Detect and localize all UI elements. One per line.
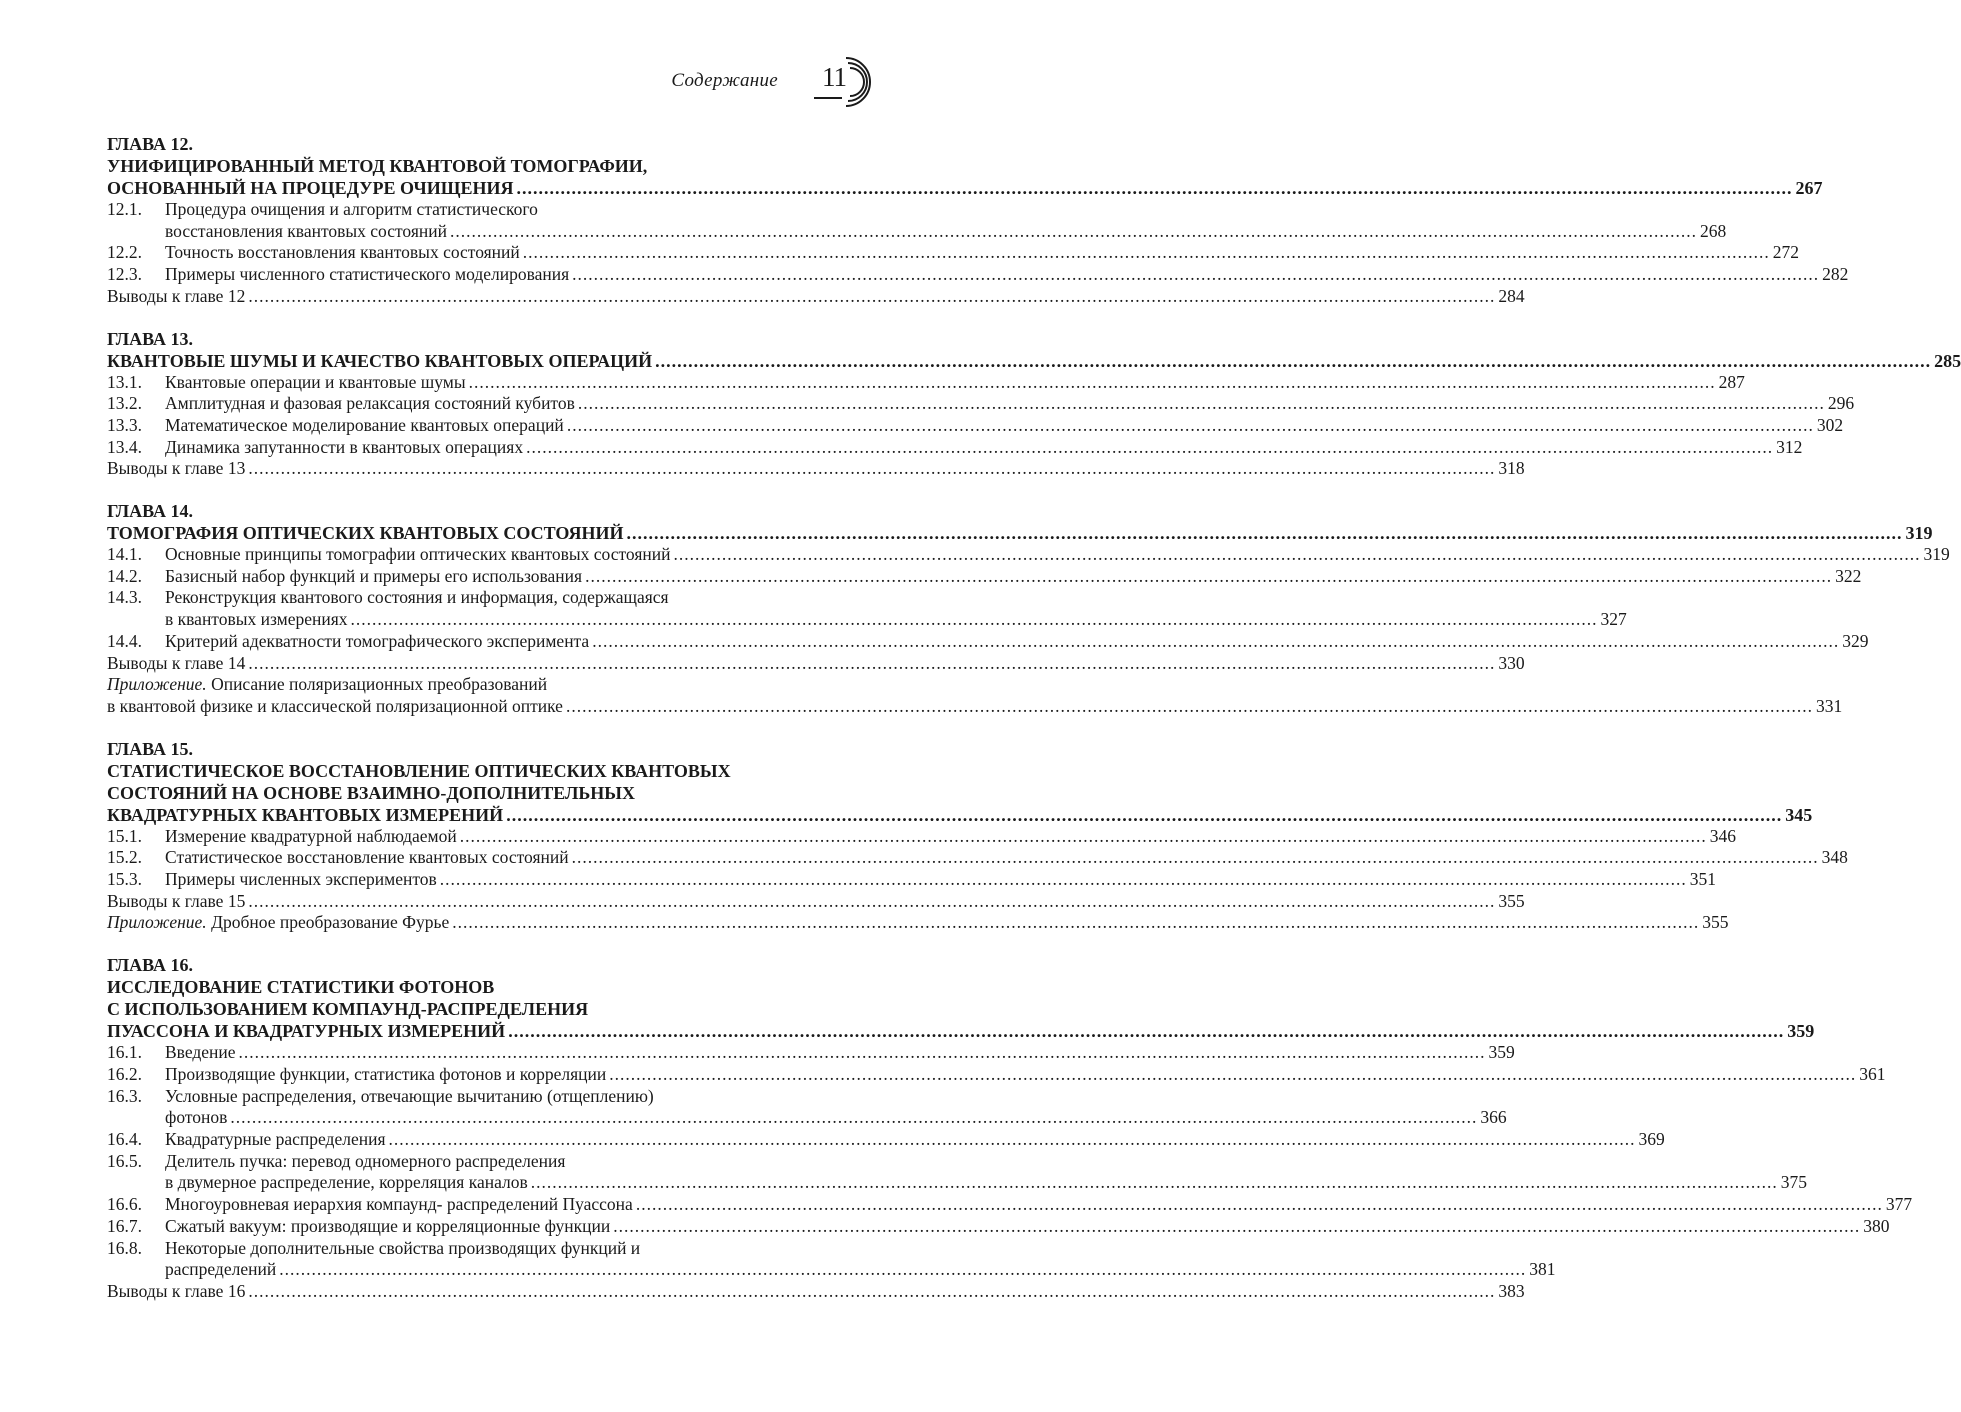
dot-leader xyxy=(626,522,1902,544)
summary-page: 330 xyxy=(1498,652,1525,673)
dot-leader xyxy=(592,631,1839,653)
chapter-title-last-line[interactable] xyxy=(107,177,1823,199)
toc-entry[interactable] xyxy=(107,587,1627,630)
section-title-line: Реконструкция квантового состояния и информация, содержащаяся xyxy=(165,587,669,608)
section-number: 16.4. xyxy=(107,1128,142,1149)
toc-entry[interactable] xyxy=(107,1128,1665,1151)
toc-entry[interactable] xyxy=(107,242,1800,264)
table-of-contents xyxy=(107,133,1961,1323)
toc-entry[interactable] xyxy=(107,565,1862,588)
chapter-title-line: СТАТИСТИЧЕСКОЕ ВОССТАНОВЛЕНИЕ ОПТИЧЕСКИХ КВАНТОВЫХ xyxy=(107,760,731,781)
chapter-page: 359 xyxy=(1787,1021,1815,1042)
section-title-line: Делитель пучка: перевод одномерного распределения xyxy=(165,1150,566,1171)
appendix-page: 331 xyxy=(1815,695,1843,716)
section-number: 14.2. xyxy=(107,565,142,586)
section-title: Сжатый вакуум: производящие и корреляционные функции xyxy=(165,1215,611,1236)
toc-entry[interactable] xyxy=(107,1085,1507,1129)
chapter-title-text: ПУАССОНА И КВАДРАТУРНЫХ ИЗМЕРЕНИЙ xyxy=(107,1021,506,1042)
summary-page: 355 xyxy=(1498,890,1525,911)
section-number: 15.2. xyxy=(107,847,142,868)
section-title: Квадратурные распределения xyxy=(165,1128,386,1149)
running-title: Содержание xyxy=(671,70,778,91)
section-page: 327 xyxy=(1600,609,1627,630)
appendix-page: 355 xyxy=(1702,912,1729,933)
chapter-page: 285 xyxy=(1934,350,1961,371)
toc-entry[interactable] xyxy=(107,1150,1807,1194)
section-page: 348 xyxy=(1821,847,1848,868)
section-number: 13.1. xyxy=(107,371,142,392)
section-number: 13.3. xyxy=(107,414,142,435)
toc-entry[interactable] xyxy=(107,825,1736,848)
dot-leader xyxy=(230,1107,1477,1129)
page-number: 11 xyxy=(822,62,846,92)
appendix-entry[interactable] xyxy=(107,674,1843,717)
dot-leader xyxy=(440,869,1687,891)
section-title-line: Некоторые дополнительные свойства производящих функций и xyxy=(165,1237,641,1258)
dot-leader xyxy=(526,437,1773,459)
dot-leader xyxy=(566,696,1813,718)
chapter-label: ГЛАВА 16. xyxy=(107,955,194,976)
toc-entry[interactable] xyxy=(107,1063,1886,1086)
chapter-label: ГЛАВА 12. xyxy=(107,134,194,154)
section-title: Введение xyxy=(165,1042,236,1063)
appendix-title-line: в квантовой физике и классической поляризационной оптике xyxy=(107,695,563,716)
dot-leader xyxy=(655,350,1931,372)
appendix-entry[interactable] xyxy=(107,912,1729,934)
section-number: 14.4. xyxy=(107,630,142,651)
dot-leader xyxy=(508,1020,1784,1042)
chapter-title-text: КВАНТОВЫЕ ШУМЫ И КАЧЕСТВО КВАНТОВЫХ ОПЕРАЦИЙ xyxy=(107,350,653,371)
section-page: 322 xyxy=(1835,565,1862,586)
section-title-line: в двумерное распределение, корреляция каналов xyxy=(165,1172,528,1193)
section-title-line: Условные распределения, отвечающие вычитанию (отщеплению) xyxy=(165,1085,654,1106)
chapter-summary-entry[interactable] xyxy=(107,285,1525,308)
toc-entry[interactable] xyxy=(107,199,1727,242)
appendix-prefix: Приложение. xyxy=(107,912,207,933)
section-page: 268 xyxy=(1699,220,1727,241)
dot-leader xyxy=(609,1064,1856,1086)
toc-entry[interactable] xyxy=(107,847,1848,869)
section-title: Квантовые операции и квантовые шумы xyxy=(165,371,466,392)
dot-leader xyxy=(585,566,1832,588)
chapter-title-text: ТОМОГРАФИЯ ОПТИЧЕСКИХ КВАНТОВЫХ СОСТОЯНИЙ xyxy=(107,523,624,544)
chapter-page: 345 xyxy=(1785,804,1813,825)
toc-entry[interactable] xyxy=(107,1237,1556,1281)
dot-leader xyxy=(248,891,1495,913)
section-page: 296 xyxy=(1827,393,1855,414)
chapter-15 xyxy=(107,738,1848,935)
chapter-summary-entry[interactable] xyxy=(107,1280,1525,1303)
dot-leader xyxy=(531,1172,1778,1194)
section-title: Базисный набор функций и примеры его использования xyxy=(165,565,583,586)
chapter-16 xyxy=(107,954,1913,1302)
toc-entry[interactable] xyxy=(107,1194,1913,1216)
section-number: 16.3. xyxy=(107,1085,142,1106)
dot-leader xyxy=(578,393,1825,415)
section-title: Основные принципы томографии оптических квантовых состояний xyxy=(165,544,671,565)
section-number: 14.3. xyxy=(107,587,142,608)
summary-page: 318 xyxy=(1498,458,1525,479)
section-page: 346 xyxy=(1709,825,1736,846)
appendix-text: Дробное преобразование Фурье xyxy=(206,912,450,933)
section-page: 366 xyxy=(1480,1107,1507,1128)
summary-title: Выводы к главе 12 xyxy=(107,285,246,306)
chapter-title-last-line[interactable] xyxy=(107,350,1961,372)
section-page: 312 xyxy=(1776,436,1803,457)
appendix-prefix: Приложение. xyxy=(107,674,207,695)
dot-leader xyxy=(523,242,1770,264)
chapter-title-text: ОСНОВАННЫЙ НА ПРОЦЕДУРЕ ОЧИЩЕНИЯ xyxy=(107,178,514,198)
section-title: Амплитудная и фазовая релаксация состояний кубитов xyxy=(165,393,575,414)
summary-title: Выводы к главе 13 xyxy=(107,458,246,479)
section-title: Математическое моделирование квантовых операций xyxy=(165,414,564,435)
section-number: 16.6. xyxy=(107,1194,142,1215)
chapter-title-line: УНИФИЦИРОВАННЫЙ МЕТОД КВАНТОВОЙ ТОМОГРАФИИ, xyxy=(107,156,648,176)
section-page: 319 xyxy=(1923,544,1950,565)
dot-leader xyxy=(469,372,1716,394)
chapter-label: ГЛАВА 13. xyxy=(107,328,194,349)
toc-entry[interactable] xyxy=(107,393,1855,415)
chapter-12 xyxy=(107,133,1849,308)
dot-leader xyxy=(674,544,1921,566)
summary-title: Выводы к главе 16 xyxy=(107,1280,246,1301)
summary-title: Выводы к главе 14 xyxy=(107,652,246,673)
section-title-line: фотонов xyxy=(165,1107,228,1128)
dot-leader xyxy=(567,415,1814,437)
section-number: 12.3. xyxy=(107,264,142,285)
toc-entry[interactable] xyxy=(107,630,1869,653)
dot-leader xyxy=(248,1281,1495,1303)
chapter-title-text: КВАДРАТУРНЫХ КВАНТОВЫХ ИЗМЕРЕНИЙ xyxy=(107,804,504,825)
section-number: 14.1. xyxy=(107,544,142,565)
section-number: 15.3. xyxy=(107,869,142,890)
toc-entry[interactable] xyxy=(107,544,1950,566)
chapter-title-line: СОСТОЯНИЙ НА ОСНОВЕ ВЗАИМНО-ДОПОЛНИТЕЛЬНЫХ xyxy=(107,782,635,803)
section-number: 16.7. xyxy=(107,1215,142,1236)
section-title: Измерение квадратурной наблюдаемой xyxy=(165,825,457,846)
dot-leader xyxy=(248,286,1495,308)
dot-leader xyxy=(248,653,1495,675)
dot-leader xyxy=(452,912,1699,934)
section-number: 16.5. xyxy=(107,1150,142,1171)
dot-leader xyxy=(389,1129,1636,1151)
section-number: 13.2. xyxy=(107,393,142,414)
appendix-first-line xyxy=(107,674,1842,696)
dot-leader xyxy=(506,804,1782,826)
section-page: 329 xyxy=(1842,630,1869,651)
appendix-title-line: Описание поляризационных преобразований xyxy=(206,674,548,695)
section-title-line: Процедура очищения и алгоритм статистического xyxy=(165,199,538,219)
section-page: 377 xyxy=(1885,1194,1913,1215)
toc-entry[interactable] xyxy=(107,1042,1515,1064)
chapter-title-last-line[interactable] xyxy=(107,804,1813,826)
section-page: 359 xyxy=(1488,1042,1515,1063)
dot-leader xyxy=(613,1216,1860,1238)
section-title: Критерий адекватности томографического эксперимента xyxy=(165,630,590,651)
section-page: 375 xyxy=(1780,1172,1807,1193)
section-number: 16.8. xyxy=(107,1237,142,1258)
chapter-summary-entry[interactable] xyxy=(107,890,1525,913)
section-title: Точность восстановления квантовых состояний xyxy=(165,242,520,263)
section-number: 13.4. xyxy=(107,436,142,457)
section-page: 272 xyxy=(1772,242,1800,263)
chapter-summary-entry[interactable] xyxy=(107,458,1525,480)
chapter-summary-entry[interactable] xyxy=(107,652,1525,675)
dot-leader xyxy=(572,847,1819,869)
dot-leader xyxy=(517,177,1793,199)
appendix-title xyxy=(107,912,449,934)
dot-leader xyxy=(248,458,1495,480)
section-page: 361 xyxy=(1859,1063,1886,1084)
section-title-line: распределений xyxy=(165,1259,277,1280)
section-title-line: в квантовых измерениях xyxy=(165,609,348,630)
section-page: 381 xyxy=(1529,1259,1556,1280)
chapter-title-line: С ИСПОЛЬЗОВАНИЕМ КОМПАУНД-РАСПРЕДЕЛЕНИЯ xyxy=(107,999,589,1020)
chapter-title-last-line[interactable] xyxy=(107,522,1933,544)
chapter-title-line: ИССЛЕДОВАНИЕ СТАТИСТИКИ ФОТОНОВ xyxy=(107,977,495,998)
section-title: Статистическое восстановление квантовых состояний xyxy=(165,847,569,868)
section-number: 16.1. xyxy=(107,1042,142,1063)
section-number: 15.1. xyxy=(107,825,142,846)
toc-entry[interactable] xyxy=(107,414,1844,437)
section-title: Производящие функции, статистика фотонов и корреляции xyxy=(165,1063,607,1084)
dot-leader xyxy=(572,264,1819,286)
toc-entry[interactable] xyxy=(107,264,1849,286)
summary-page: 383 xyxy=(1498,1280,1525,1301)
toc-entry[interactable] xyxy=(107,1215,1890,1238)
summary-title: Выводы к главе 15 xyxy=(107,890,246,911)
dot-leader xyxy=(636,1194,1883,1216)
section-number: 12.2. xyxy=(107,242,142,263)
section-title: Примеры численного статистического моделирования xyxy=(165,264,570,285)
section-page: 351 xyxy=(1689,869,1717,890)
dot-leader xyxy=(351,609,1598,631)
section-page: 282 xyxy=(1822,264,1849,285)
chapter-14 xyxy=(107,500,1950,718)
chapter-page: 267 xyxy=(1795,178,1823,198)
section-page: 369 xyxy=(1638,1128,1665,1149)
section-number: 16.2. xyxy=(107,1063,142,1084)
dot-leader xyxy=(279,1259,1526,1281)
section-page: 302 xyxy=(1816,414,1844,435)
toc-entry[interactable] xyxy=(107,436,1803,459)
page-header xyxy=(0,52,1000,112)
section-title: Динамика запутанности в квантовых операциях xyxy=(165,436,524,457)
chapter-title-last-line[interactable] xyxy=(107,1020,1815,1042)
section-title: Многоуровневая иерархия компаунд- распределений Пуассона xyxy=(165,1194,633,1215)
toc-entry[interactable] xyxy=(107,371,1745,394)
section-number: 12.1. xyxy=(107,199,142,219)
chapter-label: ГЛАВА 15. xyxy=(107,738,194,759)
section-title-line: восстановления квантовых состояний xyxy=(165,220,447,241)
summary-page: 284 xyxy=(1498,285,1525,306)
toc-entry[interactable] xyxy=(107,869,1717,891)
dot-leader xyxy=(460,826,1707,848)
chapter-label: ГЛАВА 14. xyxy=(107,501,194,522)
chapter-13 xyxy=(107,328,1961,481)
section-title: Примеры численных экспериментов xyxy=(165,869,437,890)
section-page: 287 xyxy=(1718,371,1745,392)
section-page: 380 xyxy=(1863,1215,1890,1236)
dot-leader xyxy=(239,1042,1486,1064)
chapter-page: 319 xyxy=(1905,523,1933,544)
dot-leader xyxy=(450,221,1697,243)
